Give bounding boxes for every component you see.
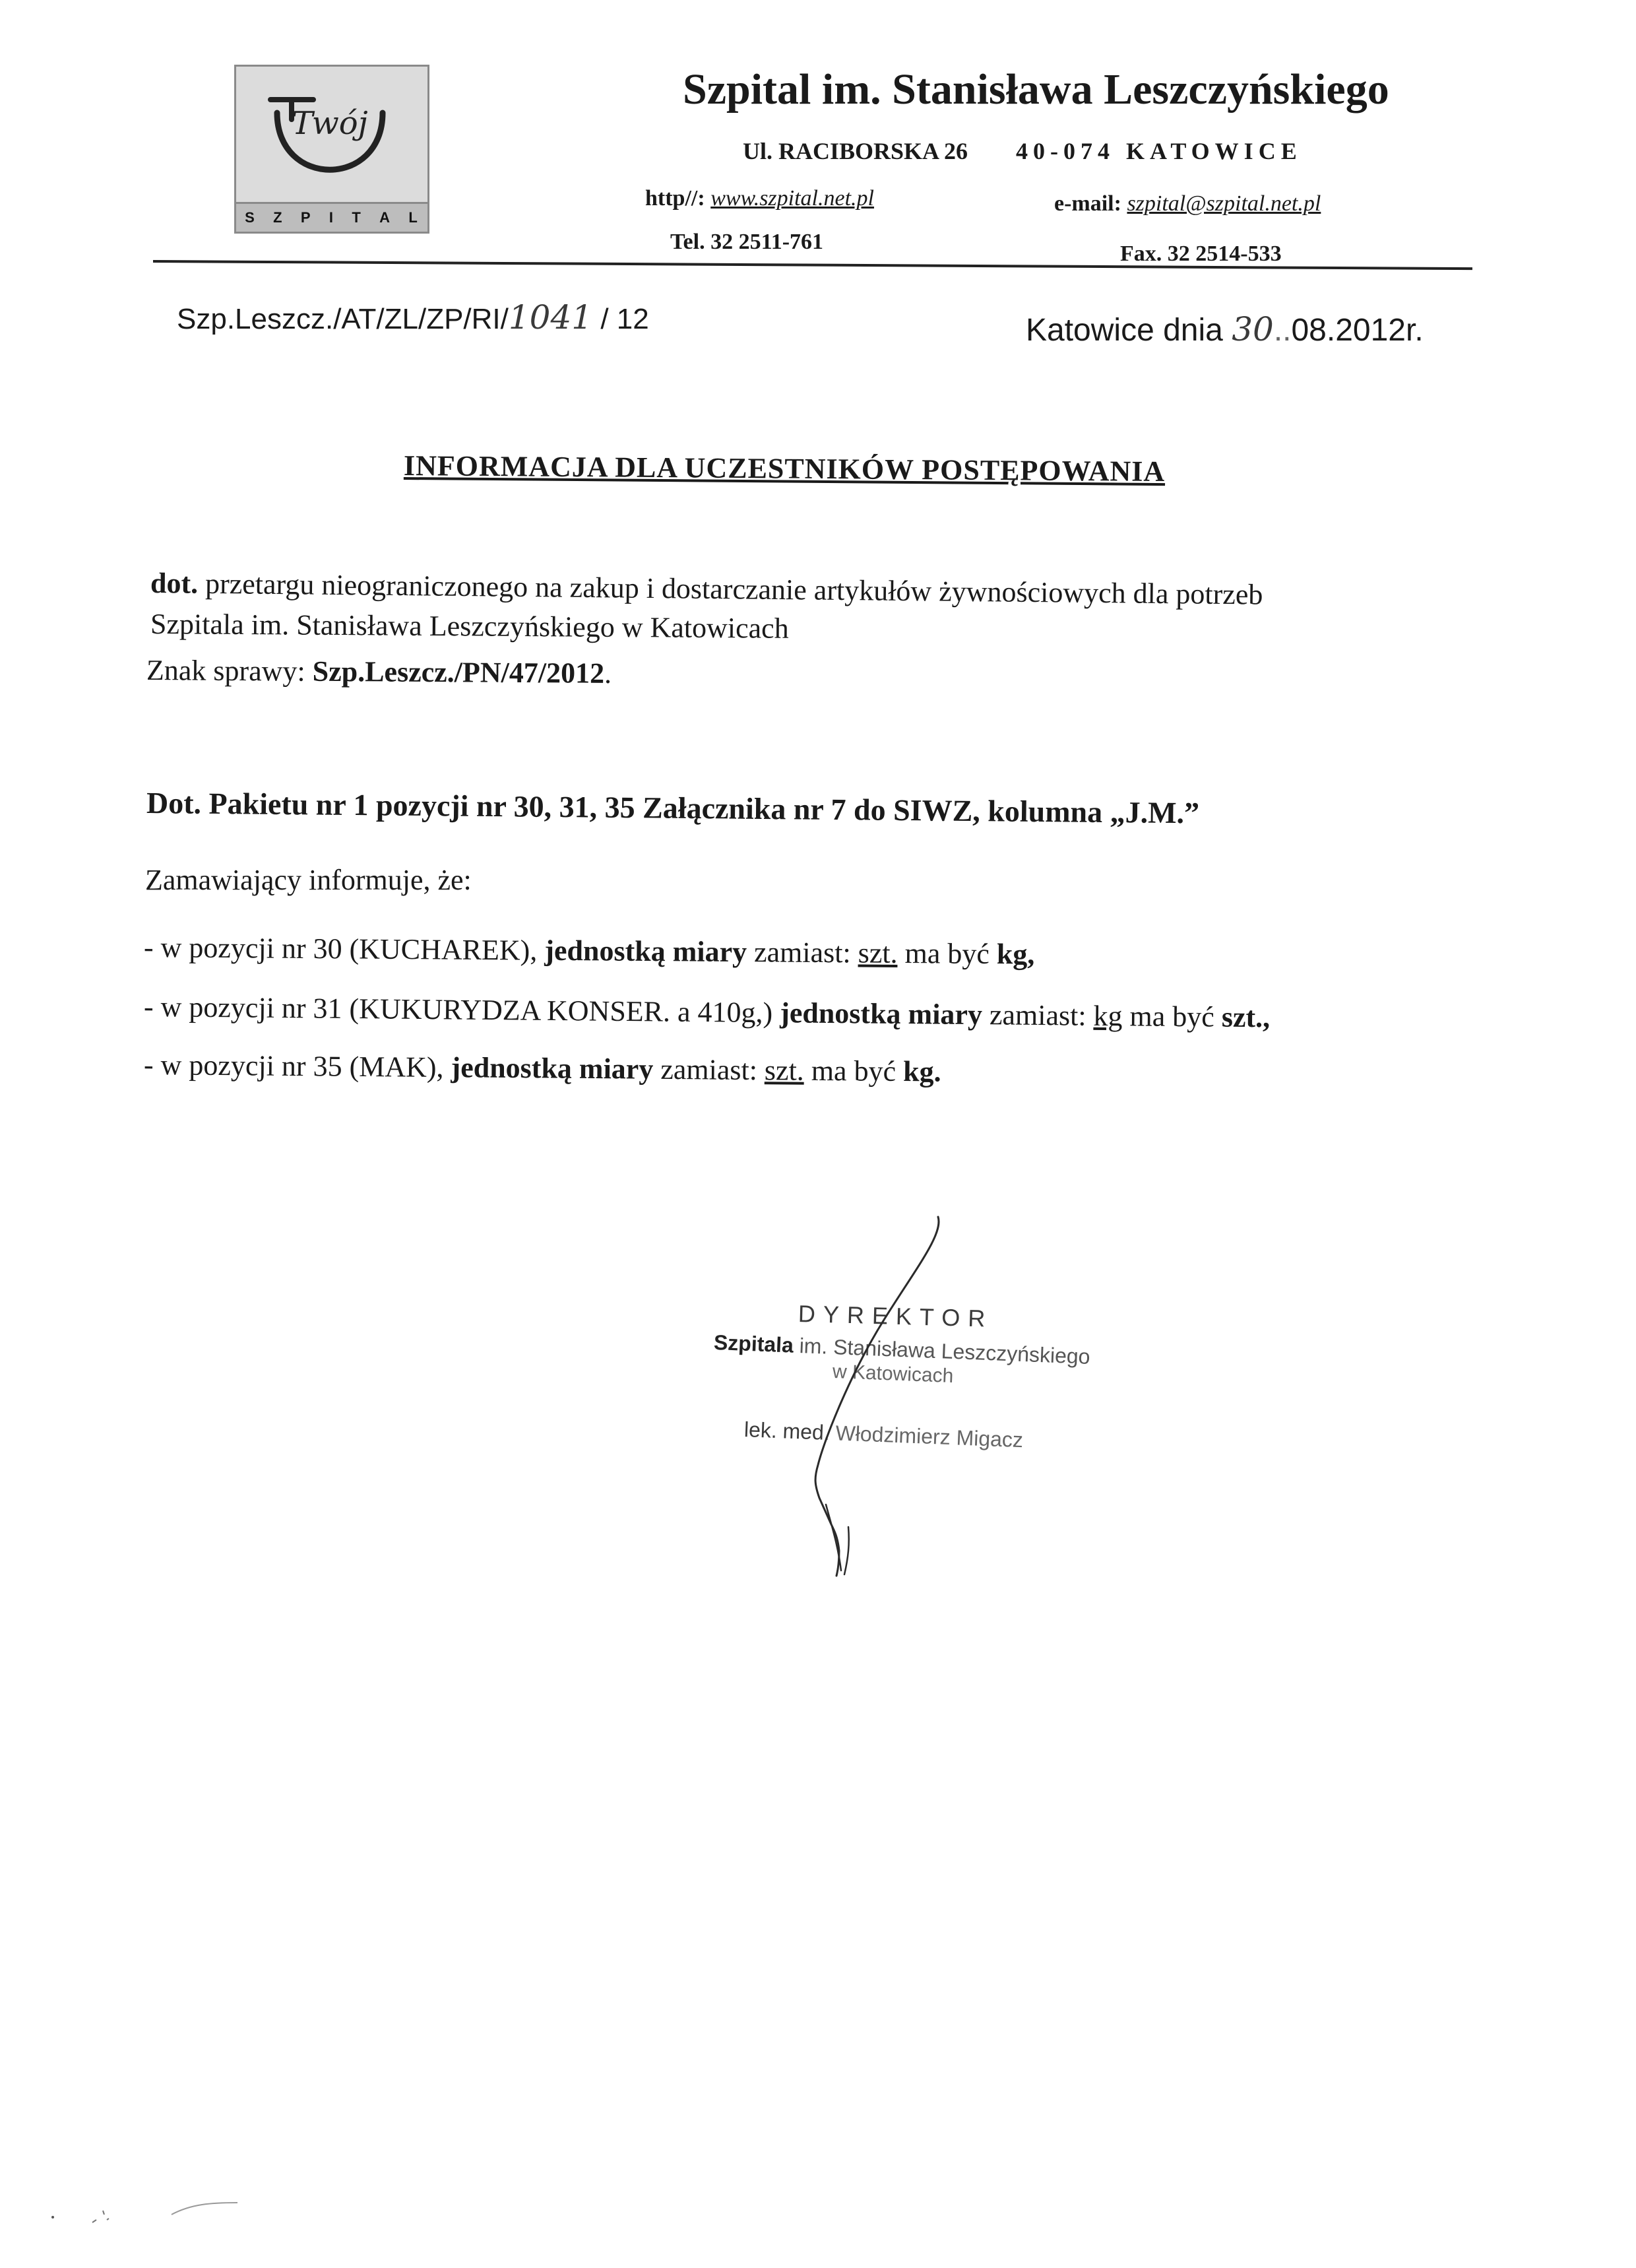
item-old-unit: szt. xyxy=(858,936,898,969)
logo-letter: S xyxy=(245,209,256,226)
logo-mark-text: Twój xyxy=(292,105,368,142)
item-text: ma być xyxy=(1122,1000,1222,1033)
document-date: Katowice dnia 30..08.2012r. xyxy=(1026,310,1424,348)
logo-letter: T xyxy=(352,209,362,226)
stamp-title: DYREKTOR xyxy=(798,1300,993,1332)
subject-label: dot. xyxy=(150,567,199,600)
item-new-unit: kg. xyxy=(902,1055,941,1088)
reference-number xyxy=(177,298,649,337)
date-suffix: 08.2012r. xyxy=(1291,313,1424,348)
subject-text: przetargu nieograniczonego na zakup i dostarczanie artykułów żywnościowych dla potrzeb xyxy=(197,567,1263,611)
stamp-hospital-rest: im. Stanisława Leszczyńskiego xyxy=(793,1333,1091,1369)
website-link[interactable]: www.szpital.net.pl xyxy=(710,186,874,211)
email-row xyxy=(1054,191,1321,216)
city-address: 40-074 KATOWICE xyxy=(1016,138,1302,164)
scan-specks-icon xyxy=(40,2191,251,2244)
website-row xyxy=(645,186,874,211)
item-new-unit: szt., xyxy=(1221,1000,1271,1034)
item-text: ma być xyxy=(803,1054,904,1088)
email-link[interactable]: szpital@szpital.net.pl xyxy=(1127,191,1321,216)
fax-number: Fax. 32 2514-533 xyxy=(1120,242,1282,266)
handwritten-reference: 1041 xyxy=(508,298,593,337)
reference-prefix: Szp.Leszcz./AT/ZL/ZP/RI/ xyxy=(177,303,509,335)
logo-letter: Z xyxy=(273,209,284,226)
item-old-unit: szt. xyxy=(764,1054,805,1087)
phone-number: Tel. 32 2511-761 xyxy=(670,230,824,254)
item-unit-label: jednostką miary xyxy=(544,934,747,969)
logo-letter: P xyxy=(300,209,312,226)
stamp-hospital-bold: Szpitala xyxy=(713,1330,794,1357)
item-text: zamiast: xyxy=(982,998,1094,1032)
item-unit-label: jednostką miary xyxy=(451,1051,654,1085)
item-unit-label: jednostką miary xyxy=(779,996,983,1031)
street-address: Ul. RACIBORSKA 26 xyxy=(743,138,968,164)
subject-line-1 xyxy=(150,566,1263,612)
logo-letter: A xyxy=(379,209,392,226)
item-text: - w pozycji nr 31 (KUKURYDZA KONSER. a 410g,) xyxy=(143,990,780,1029)
smile-logo-icon xyxy=(251,73,409,205)
intro-text: Zamawiający informuje, że: xyxy=(145,864,472,896)
document-title: INFORMACJA DLA UCZESTNIKÓW POSTĘPOWANIA xyxy=(403,449,1166,488)
hospital-logo xyxy=(234,65,429,234)
email-label: e-mail: xyxy=(1054,191,1121,216)
package-heading: Dot. Pakietu nr 1 pozycji nr 30, 31, 35 Załącznika nr 7 do SIWZ, kolumna „J.M.” xyxy=(146,786,1200,830)
item-new-unit: kg, xyxy=(996,938,1035,971)
stamp-title-prefix: lek. med. xyxy=(743,1417,831,1444)
case-end: . xyxy=(604,657,612,690)
case-number: Szp.Leszcz./PN/47/2012 xyxy=(312,655,605,690)
handwritten-signature-icon xyxy=(785,1214,957,1584)
list-item xyxy=(144,1048,941,1089)
item-old-unit: kg xyxy=(1093,999,1123,1033)
list-item xyxy=(144,990,1271,1034)
stamp-name: Włodzimierz Migacz xyxy=(829,1420,1024,1452)
logo-letter: I xyxy=(329,209,335,226)
stamp-city: w Katowicach xyxy=(832,1361,954,1388)
case-label: Znak sprawy: xyxy=(146,654,313,688)
logo-band xyxy=(236,202,427,232)
list-item xyxy=(144,930,1035,971)
logo-letter: L xyxy=(408,209,419,226)
hospital-name: Szpital im. Stanisława Leszczyńskiego xyxy=(683,65,1389,113)
item-text: zamiast: xyxy=(746,936,858,969)
date-prefix: Katowice dnia xyxy=(1026,313,1232,348)
item-text: - w pozycji nr 35 (MAK), xyxy=(143,1049,451,1084)
reference-suffix: / 12 xyxy=(592,303,649,335)
item-text: ma być xyxy=(897,936,997,971)
website-label: http//: xyxy=(645,186,705,211)
item-text: - w pozycji nr 30 (KUCHAREK), xyxy=(143,931,545,967)
item-text: zamiast: xyxy=(653,1053,765,1087)
case-number-line xyxy=(146,653,612,690)
subject-line-2: Szpitala im. Stanisława Leszczyńskiego w Katowicach xyxy=(150,608,789,645)
handwritten-day: 30 xyxy=(1232,310,1274,348)
